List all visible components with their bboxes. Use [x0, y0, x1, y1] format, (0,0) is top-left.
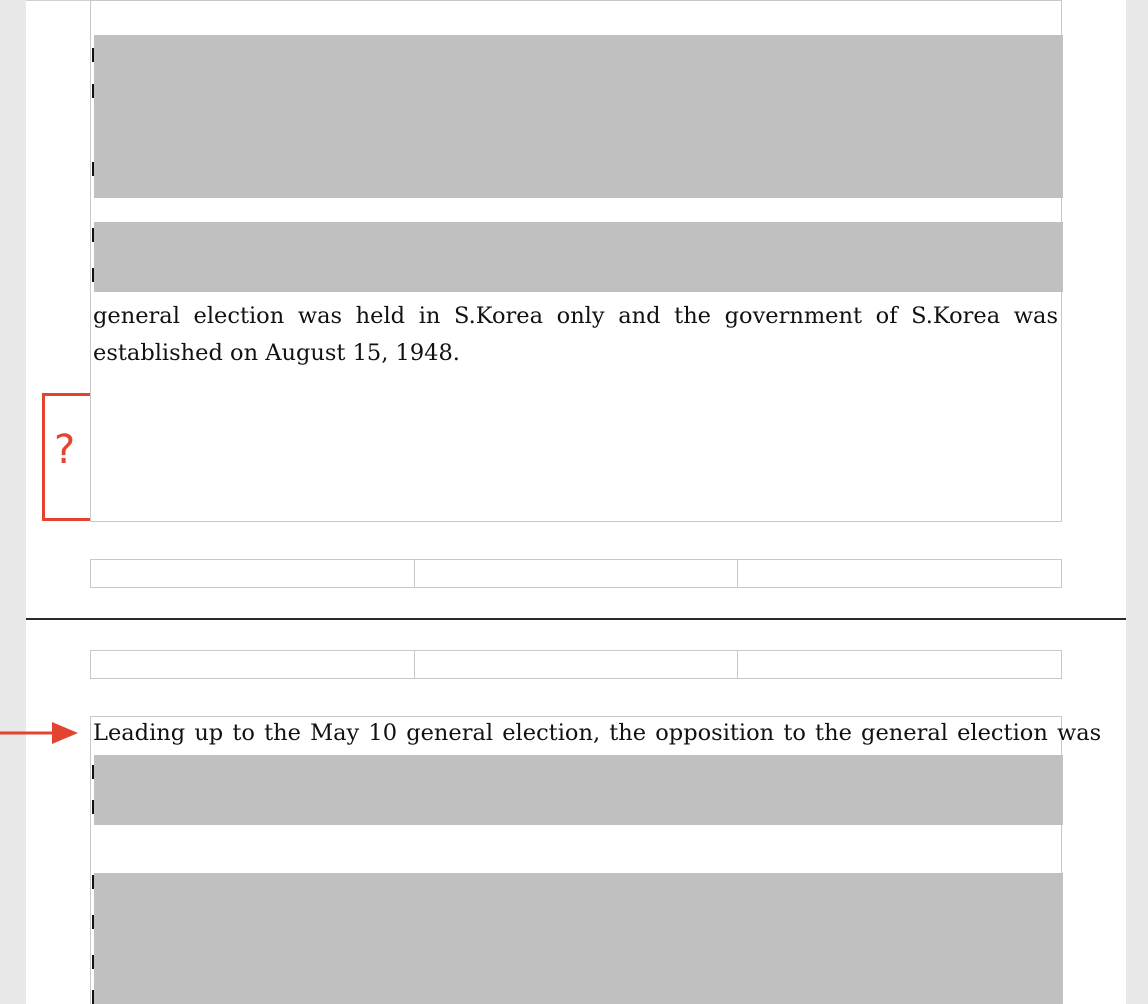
- paragraph-end: [93, 298, 1058, 372]
- table-cell[interactable]: [91, 560, 415, 587]
- redacted-block-1: [94, 35, 1063, 198]
- redacted-block-4: [94, 873, 1063, 1004]
- table-cell[interactable]: [738, 560, 1061, 587]
- redacted-block-3: [94, 755, 1063, 825]
- text-line: general election was held in S.Korea only and the government of S.Korea was: [93, 303, 1058, 329]
- header-table-row: [90, 650, 1062, 679]
- redacted-block-2: [94, 222, 1063, 292]
- question-mark-annotation: ?: [54, 427, 76, 473]
- paragraph-start: [93, 715, 1102, 752]
- page-separator: [26, 618, 1126, 620]
- text-line: established on August 15, 1948.: [93, 340, 460, 366]
- table-cell[interactable]: [415, 651, 739, 678]
- footer-table-row: [90, 559, 1062, 588]
- text-line: Leading up to the May 10 general election, the opposition to the general election was: [93, 720, 1102, 746]
- table-cell[interactable]: [738, 651, 1061, 678]
- table-cell[interactable]: [415, 560, 739, 587]
- table-cell[interactable]: [91, 651, 415, 678]
- arrow-right-icon: [0, 719, 80, 747]
